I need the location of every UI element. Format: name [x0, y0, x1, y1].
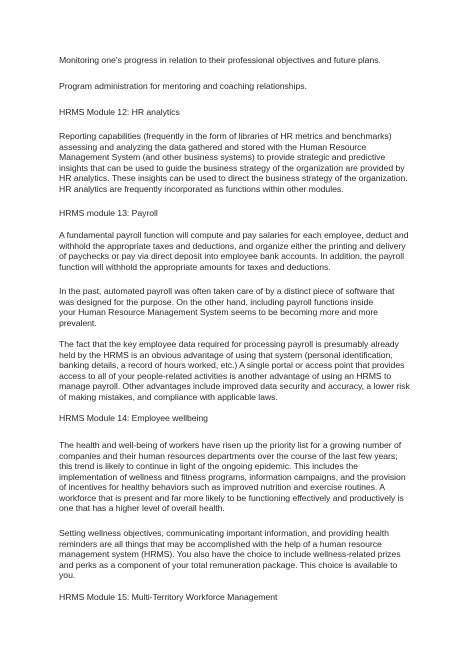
text-line: withhold the appropriate taxes and deductions, and organize either the printing and delivery: [59, 240, 406, 251]
text-line: Setting wellness objectives, communicating important information, and providing health: [59, 528, 389, 538]
text-line: HR analytics. These insights can be used to direct the business strategy of the organization.: [59, 173, 408, 183]
text-line: Reporting capabilities (frequently in the form of libraries of HR metrics and benchmarks): [59, 131, 392, 141]
section-heading: [59, 413, 417, 424]
paragraph: [59, 286, 417, 328]
text-line: reminders are all things that may be accomplished with the help of a human resource: [59, 538, 382, 549]
section-heading: [59, 592, 417, 603]
paragraph: [59, 131, 417, 194]
text-line: your Human Resource Management System seems to be becoming more and more: [59, 307, 378, 317]
text-line: Monitoring one’s progress in relation to their professional objectives and future plans.: [59, 55, 381, 65]
text-line: implementation of wellness and fitness programs, information campaigns, and the provision: [59, 471, 406, 482]
text-line: banking details, a record of hours worked, etc.) A single portal or access point that provides: [59, 360, 405, 370]
text-line: HR analytics are frequently incorporated as functions within other modules.: [59, 183, 344, 194]
text-line: was designed for the purpose. On the other hand, including payroll functions inside: [59, 296, 374, 307]
paragraph: [59, 528, 417, 581]
text-line: of making mistakes, and compliance with applicable laws.: [59, 391, 278, 402]
text-line: assessing and analyzing the data gathered and stored with the Human Resource: [59, 141, 367, 152]
text-line: one that has a higher level of overall health.: [59, 503, 225, 513]
paragraph: [59, 81, 417, 92]
text-line: The health and well-being of workers have risen up the priority list for a growing number of: [59, 440, 402, 450]
text-line: and perks as a component of your total remuneration package. This choice is available to: [59, 559, 398, 570]
text-line: The fact that the key employee data required for processing payroll is presumably already: [59, 339, 399, 349]
text-line: Program administration for mentoring and coaching relationships.: [59, 81, 307, 91]
paragraph: [59, 339, 417, 402]
text-line: management system (HRMS). You also have the choice to include wellness-related prizes: [59, 549, 401, 559]
text-line: function will withhold the appropriate amounts for taxes and deductions.: [59, 261, 331, 272]
text-line: workforce that is present and far more likely to be functioning effectively and productively is: [59, 492, 404, 503]
text-line: HRMS module 13: Payroll: [59, 208, 158, 218]
text-line: held by the HRMS is an obvious advantage of using that system (personal identification,: [59, 349, 393, 360]
text-line: of incentives for healthy behaviors such as improved nutrition and exercise routines. A: [59, 482, 385, 492]
paragraph: [59, 440, 417, 514]
section-heading: [59, 208, 417, 219]
text-line: access to all of your people-related activities is another advantage of using an HRMS to: [59, 370, 392, 381]
text-line: this trend is likely to continue in light of the ongoing epidemic. This includes the: [59, 461, 358, 471]
text-line: A fundamental payroll function will compute and pay salaries for each employee, deduct and: [59, 230, 409, 240]
section-heading: [59, 107, 417, 118]
text-line: companies and their human resources departments over the course of the last few years;: [59, 450, 398, 461]
paragraph: [59, 230, 417, 272]
text-line: Management System (and other business systems) to provide strategic and predictive: [59, 152, 386, 162]
text-line: In the past, automated payroll was often taken care of by a distinct piece of software that: [59, 286, 395, 296]
text-line: you.: [59, 570, 76, 580]
text-line: HRMS Module 15: Multi-Territory Workforce Management: [59, 592, 278, 602]
text-line: insights that can be used to guide the business strategy of the organization are provided by: [59, 162, 405, 173]
text-line: prevalent.: [59, 317, 97, 328]
text-line: of paychecks or pay via direct deposit into employee bank accounts. In addition, the payroll: [59, 251, 405, 261]
paragraph: [59, 55, 417, 66]
text-line: manage payroll. Other advantages include improved data security and accuracy, a lower risk: [59, 381, 410, 391]
document-page: [59, 0, 417, 670]
text-line: HRMS Module 12: HR analytics: [59, 107, 180, 117]
text-line: HRMS Module 14: Employee wellbeing: [59, 413, 208, 423]
